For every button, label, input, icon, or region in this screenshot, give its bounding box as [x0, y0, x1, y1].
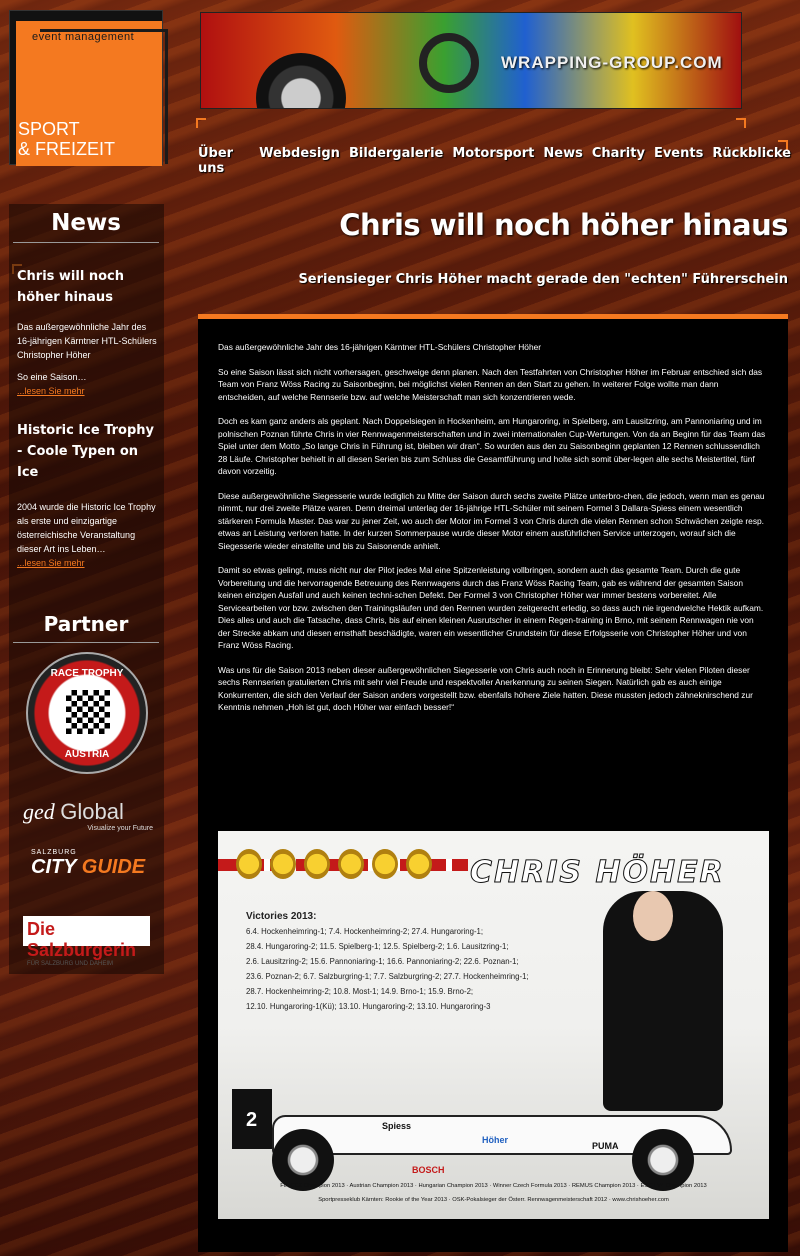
- race-trophy-top-text: RACE TROPHY: [50, 668, 124, 679]
- read-more-link[interactable]: ...lesen Sie mehr: [17, 558, 85, 568]
- page-subtitle: Seriensieger Chris Höher macht gerade den "echten" Führerschein: [298, 272, 788, 287]
- nav-news[interactable]: News: [543, 146, 583, 161]
- victory-line: 2.6. Lausitzring-2; 15.6. Pannoniaring-1; 16.6. Pannoniaring-2; 22.6. Poznan-1;: [246, 957, 519, 966]
- die-salzburgerin-logo[interactable]: [23, 916, 150, 967]
- nav-webdesign[interactable]: Webdesign: [259, 146, 340, 161]
- car-wheel: [272, 1129, 334, 1191]
- victory-line: 28.4. Hungaroring-2; 11.5. Spielberg-1; 12.5. Spielberg-2; 1.6. Lausitzring-1;: [246, 942, 509, 951]
- driver-face: [633, 891, 673, 941]
- news-item-text: [17, 320, 159, 398]
- read-more-link[interactable]: ...lesen Sie mehr: [17, 386, 85, 396]
- news-heading: News: [13, 210, 159, 243]
- news-item-title[interactable]: Chris will noch höher hinaus: [17, 269, 124, 305]
- site-logo[interactable]: [9, 10, 163, 165]
- article-paragraph: Damit so etwas gelingt, muss nicht nur der Pilot jedes Mal eine Spitzenleistung vollbringen, sondern auch das gesamte Team. Durch die gute Vorbereitung und die hervorragende Betreuung des Rennwagens durch das Franz Wöss Racing Team, gab es während der gesamten Saison keinen einzigen Ausfall und auch keinen techni-schen Defekt. Der Formel 3 von Christopher Höher war immer bestens vorbereitet. Alle Servicearbeiten vor bzw. zwischen den Trainingsläufen und den Rennen wurden zeitgerecht erledig, so dass auch nie irgendwelche Hektik aufkam. Dies alles und auch die Tatsache, dass Chris, bis auf einen kleinen Ausrutscher in einem Regen-training in Brno, mit seinem Rennwagen nie von der Strecke abkam und diesen ernsthaft beschädigte, waren ein wesentlicher Grundstein für diese Erfolgsserie von Christopher Höher und von Franz Wöss Racing.: [218, 565, 764, 650]
- ged-global-wordmark: [23, 799, 153, 825]
- race-car: [232, 1079, 769, 1175]
- header-banner[interactable]: [200, 12, 742, 109]
- car-sponsor: PUMA: [592, 1141, 619, 1151]
- car-sponsor: BOSCH: [412, 1165, 445, 1175]
- logo-text: [18, 119, 115, 159]
- medal-icon: [304, 849, 330, 879]
- salzburgerin-tagline: FÜR SALZBURG UND DAHEIM: [27, 961, 114, 967]
- city-guide-city: CITY: [31, 856, 77, 878]
- race-trophy-bottom-text: AUSTRIA: [64, 749, 110, 760]
- partner-heading: Partner: [13, 612, 159, 643]
- car-sponsor: Spiess: [382, 1121, 412, 1131]
- salzburg-city-guide-logo[interactable]: [31, 849, 161, 899]
- banner-text: WRAPPING-GROUP.COM: [501, 53, 723, 72]
- salzburgerin-wordmark: Die Salzburgerin: [27, 919, 137, 960]
- banner-wheel: [256, 53, 346, 109]
- news-item-excerpt: 2004 wurde die Historic Ice Trophy als erste und einzigartige österreichische Veranstaltung dieser Art ins Leben…: [17, 502, 156, 554]
- victory-line: 23.6. Poznan-2; 6.7. Salzburgring-1; 7.7. Salzburgring-2; 27.7. Hockenheimring-1;: [246, 972, 529, 981]
- sidebar: [9, 204, 164, 974]
- corner-ornament: [736, 118, 746, 128]
- chris-hoeher-poster: [218, 831, 769, 1219]
- news-item-title[interactable]: Historic Ice Trophy - Coole Typen on Ice: [17, 423, 155, 480]
- news-item-text: [17, 500, 159, 570]
- car-wheel: [632, 1129, 694, 1191]
- logo-line1: SPORT: [18, 119, 80, 139]
- medal-icon: [270, 849, 296, 879]
- article-paragraph: Doch es kam ganz anders als geplant. Nach Doppelsiegen in Hockenheim, am Hungaroring, in Spielberg, am Lausitzring, am Pannoniaring und im polnischen Poznan führte Chris in vier Rennwagenmeisterschaften und in zwei internationalen Cup-Wertungen. Von da an Beginn für das Team das Spiel unter dem Motto „So lange Chris in Führung ist, bleiben wir dran“. So wurden aus den zu Saisonbeginn geplanten 12 Rennen schlussendlich 28 Läufe. Christopher behielt in all diesen Serien bis zum Schluss die Gesamtführung und holte sich somit über-legen alle sechs Meistertitel, fünf davon vorzeitig.: [218, 416, 766, 476]
- nav-bildergalerie[interactable]: Bildergalerie: [348, 146, 444, 161]
- race-trophy-austria-logo[interactable]: [26, 652, 148, 774]
- poster-caption: FIA CEZ Champion 2013 · Austrian Champion 2013 · Hungarian Champion 2013 · Winner Czech Formula 2013 · REMUS Champion 2013 · ESET V4 Champion 2013: [280, 1183, 707, 1189]
- main-content: [198, 319, 788, 1252]
- nav-ueber-uns[interactable]: Über uns: [198, 146, 234, 176]
- logo-line2: & FREIZEIT: [18, 139, 116, 159]
- city-guide-wordmark: [31, 856, 161, 879]
- news-item-excerpt-more: So eine Saison…: [17, 372, 87, 382]
- victory-line: 28.7. Hockenheimring-2; 10.8. Most-1; 14.9. Brno-1; 15.9. Brno-2;: [246, 987, 474, 996]
- page-title: Chris will noch höher hinaus: [339, 208, 788, 242]
- article-paragraph: Was uns für die Saison 2013 neben dieser außergewöhnlichen Siegesserie von Chris auch noch in Erinnerung bleibt: Sehr vielen Piloten dieser sechs Rennserien gratulierten Chris mit sehr viel Freude und respektvoller Anerkennung zu seinen Siegen. Natürlich gab es auch einige Konkurrenten, die sich den Verlauf der Saison anders vorgestellt bzw. ebenfalls höhere Ziele hatten. Diese mussten jedoch zähneknirschend zur Kenntnis nehmen „Hoh ist gut, doch Höher war einfach besser!“: [218, 664, 753, 712]
- ged-global-tagline: Visualize your Future: [87, 825, 153, 832]
- city-guide-guide: GUIDE: [81, 856, 146, 878]
- article-paragraph: Das außergewöhnliche Jahr des 16-jährigen Kärntner HTL-Schülers Christopher Höher: [218, 342, 542, 352]
- nav-motorsport[interactable]: Motorsport: [452, 146, 535, 161]
- poster-caption: Sportpresseklub Kärnten: Rookie of the Year 2013 · OSK-Pokalsieger der Österr. Rennwagenmeisterschaft 2012 · www.chrishoeher.com: [318, 1197, 669, 1203]
- ged-global-logo[interactable]: [23, 799, 153, 837]
- medal-icon: [406, 849, 432, 879]
- ged-wordmark-global: Global: [60, 799, 124, 824]
- ged-wordmark-ged: ged: [23, 799, 55, 824]
- article-body: [218, 341, 768, 726]
- banner-q-logo: [419, 33, 479, 93]
- logo-tagline: event management: [32, 31, 135, 43]
- medal-icon: [338, 849, 364, 879]
- medal-icon: [236, 849, 262, 879]
- victory-line: 12.10. Hungaroring-1(Kü); 13.10. Hungaroring-2; 13.10. Hungaroring-3: [246, 1002, 491, 1011]
- car-sponsor: Höher: [482, 1135, 509, 1145]
- main-nav: [198, 146, 800, 176]
- medal-icon: [372, 849, 398, 879]
- city-guide-small-text: SALZBURG: [31, 849, 77, 856]
- nav-rueckblicke[interactable]: Rückblicke: [712, 146, 791, 161]
- victory-line: 6.4. Hockenheimring-1; 7.4. Hockenheimring-2; 27.4. Hungaroring-1;: [246, 927, 484, 936]
- victories-list: [246, 911, 586, 1014]
- article-paragraph: So eine Saison lässt sich nicht vorhersagen, geschweige denn planen. Nach den Testfahrten von Christopher Höher im Februar entschied sich das Team von Franz Wöss Racing zu Saisonbeginn, bei möglichst vielen Rennen an den Start zu gehen. In weiterer Folge wollte man dann entscheiden, auf welche Rennserie bzw. auf welche Meisterschaft man sich konzentrieren wede.: [218, 366, 763, 402]
- car-number: 2: [246, 1109, 258, 1131]
- nav-events[interactable]: Events: [653, 146, 704, 161]
- news-item-excerpt: Das außergewöhnliche Jahr des 16-jährigen Kärntner HTL-Schülers Christopher Höher: [17, 322, 157, 360]
- checkered-flag-icon: [66, 690, 110, 734]
- article-paragraph: Diese außergewöhnliche Siegesserie wurde lediglich zu Mitte der Saison durch sechs zweite Plätze unterbro-chen, die jedoch, wenn man es genau nimmt, nur drei zweite Plätze waren. Denn dreimal unterlag der 16-jährige HTL-Schüler mit seinem Formel 3 Dallara-Spiess einem wesentlich stärkeren Formula Master. Das war zu jener Zeit, wo auch der Motor im Formel 3 von Chris durch die vielen Rennen schon Schwächen zeigte resp. etwas an Leistung verloren hatte. In der kurzen Sommerpause wurde dieser Motor einem ausführlichen Service unterzogen, worauf sich die Siegesserie wieder einstellte und bis zu Saisonende anhielt.: [218, 490, 765, 551]
- poster-name: CHRIS HÖHER: [470, 855, 725, 890]
- victories-heading: Victories 2013:: [246, 911, 317, 922]
- nav-charity[interactable]: Charity: [591, 146, 645, 161]
- corner-ornament: [196, 118, 206, 128]
